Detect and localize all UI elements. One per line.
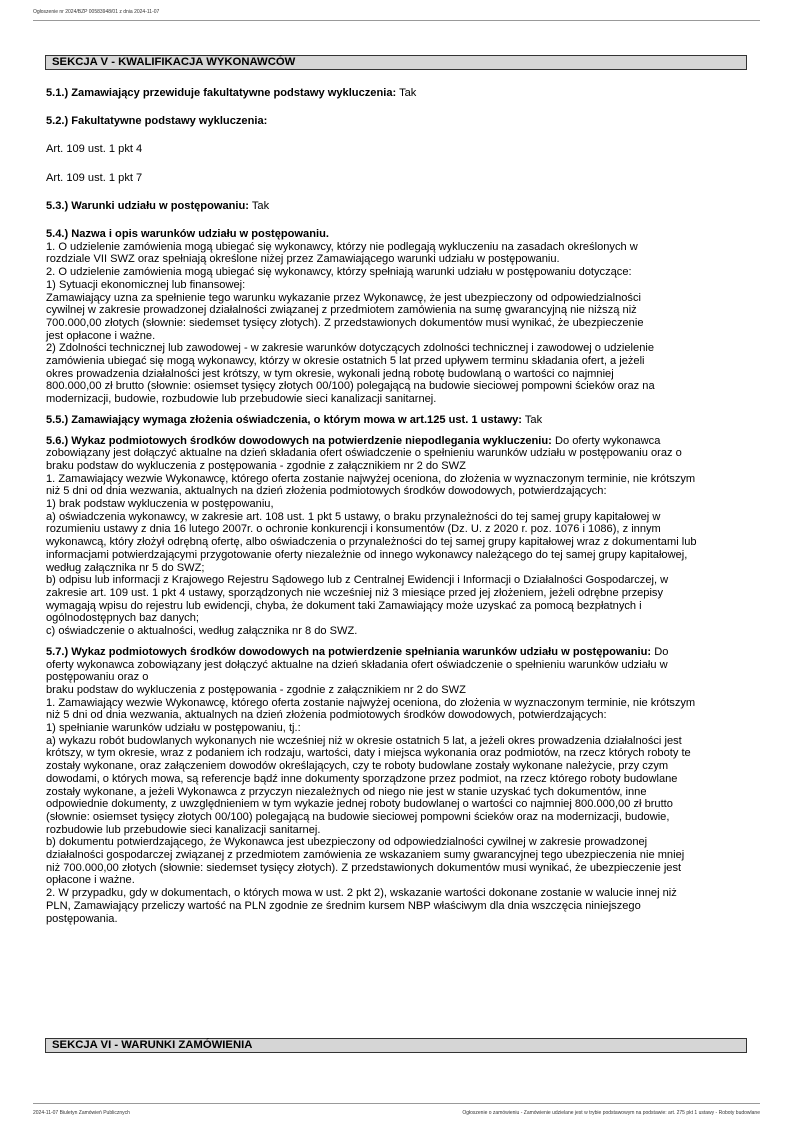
text-line: działalności gospodarczej związanej z przedmiotem zamówienia ze wskazaniem sumy gwarancyjnej tego ubezpieczenia nie mniej	[46, 849, 685, 862]
text-line: PLN, Zamawiający przeliczy wartość na PLN zgodnie ze średnim kursem NBP właściwym dla dnia wszczęcia niniejszego	[46, 899, 641, 912]
text-line: cywilnej w zakresie prowadzonej działalności związanej z przedmiotem zamówienia na sumę gwarancyjną nie niższą niż	[46, 304, 637, 317]
header-rule	[33, 20, 760, 21]
item-5-7-label: 5.7.) Wykaz podmiotowych środków dowodowych na potwierdzenie spełniania warunków udziału w postępowaniu:	[46, 645, 652, 658]
text-line: braku podstaw do wykluczenia z postępowania - zgodnie z załącznikiem nr 2 do SWZ	[46, 459, 466, 472]
section-vi-title: SEKCJA VI - WARUNKI ZAMÓWIENIA	[45, 1038, 747, 1053]
text-line: zobowiązany jest dołączyć aktualne na dzień składania ofert oświadczenie o spełnieniu warunków udziału w postępowaniu oraz o	[46, 447, 682, 460]
text-line: braku podstaw do wykluczenia z postępowania - zgodnie z załącznikiem nr 2 do SWZ	[46, 683, 466, 696]
text-line: Zamawiający uzna za spełnienie tego warunku wykazanie przez Wykonawcę, że jest ubezpieczony od odpowiedzialności	[46, 291, 641, 304]
text-line: wykonawcą, który złożył odrębną ofertę, albo oświadczenia o przynależności do tej samej grupy kapitałowej wraz z dokumentami lub	[46, 536, 697, 549]
text-line: 2) Zdolności technicznej lub zawodowej - w zakresie warunków dotyczących zdolności technicznej i zawodowej o udzielenie	[46, 342, 654, 355]
text-line: 1) brak podstaw wykluczenia w postępowaniu,	[46, 498, 274, 511]
text-line: niż 700.000,00 złotych (słownie: siedemset tysięcy złotych). Z przedstawionych dokumentów musi wynikać, że ubezpieczenie jest	[46, 861, 682, 874]
item-5-6-text	[46, 447, 752, 638]
text-line: a) wykazu robót budowlanych wykonanych nie wcześniej niż w okresie ostatnich 5 lat, a jeżeli okres prowadzenia działalności jest	[46, 734, 682, 747]
text-line: zamówienia ubiegać się mogą wykonawcy, którzy w okresie ostatnich 5 lat przed upływem terminu składania ofert, a jeżeli	[46, 355, 645, 368]
text-line: oferty wykonawca zobowiązany jest dołączyć aktualne na dzień składania ofert oświadczenie o spełnieniu warunków udziału w	[46, 658, 668, 671]
section-v-title: SEKCJA V - KWALIFIKACJA WYKONAWCÓW	[45, 55, 747, 70]
article-b: Art. 109 ust. 1 pkt 7	[46, 171, 143, 184]
text-line: ogólnodostępnych baz danych;	[46, 612, 199, 625]
item-5-6-lead: Do oferty wykonawca	[554, 434, 661, 447]
article-a: Art. 109 ust. 1 pkt 4	[46, 143, 143, 156]
text-line: krótszy, w tym okresie, wraz z podaniem ich rodzaju, wartości, daty i miejsca wykonania oraz podmiotów, na rzecz których roboty te	[46, 747, 691, 760]
item-5-3-label: 5.3.) Warunki udziału w postępowaniu:	[46, 199, 249, 212]
item-5-1	[46, 87, 752, 100]
item-5-1-label: 5.1.) Zamawiający przewiduje fakultatywne podstawy wykluczenia:	[46, 87, 397, 99]
footer-right: Ogłoszenie o zamówieniu - Zamówienie udzielane jest w trybie podstawowym na podstawie: art. 275 pkt 1 ustawy - Roboty budowlane	[462, 1110, 760, 1116]
text-line: a) oświadczenia wykonawcy, w zakresie art. 108 ust. 1 pkt 5 ustawy, o braku przynależności do tej samej grupy kapitałowej w	[46, 510, 661, 523]
item-5-4-label: 5.4.) Nazwa i opis warunków udziału w postępowaniu.	[46, 228, 329, 241]
text-line: według załącznika nr 5 do SWZ;	[46, 561, 205, 574]
text-line: niż 5 dni od dnia wezwania, aktualnych na dzień złożenia podmiotowych środków dowodowych, potwierdzających:	[46, 485, 607, 498]
text-line: 700.000,00 złotych (słownie: siedemset tysięcy złotych). Z przedstawionych dokumentów musi wynikać, że ubezpieczenie	[46, 316, 644, 329]
item-5-3	[46, 200, 752, 213]
item-5-7	[46, 646, 752, 925]
text-line: 1) Sytuacji ekonomicznej lub finansowej:	[46, 278, 246, 291]
text-line: 1) spełnianie warunków udziału w postępowaniu, tj.:	[46, 722, 301, 735]
text-line: wymagają wpisu do rejestru lub ewidencji, chyba, że dokument taki Zamawiający może uzyskać za pomocą bezpłatnych i	[46, 599, 642, 612]
item-5-5-label: 5.5.) Zamawiający wymaga złożenia oświadczenia, o którym mowa w art.125 ust. 1 ustawy:	[46, 413, 522, 426]
item-5-6-label: 5.6.) Wykaz podmiotowych środków dowodowych na potwierdzenie niepodlegania wykluczeniu:	[46, 434, 552, 447]
text-line: zakresie art. 109 ust. 1 pkt 4 ustawy, sporządzonych nie wcześniej niż 3 miesiące przed jej złożeniem, jeżeli odrębne przepisy	[46, 587, 664, 599]
text-line: informacjami potwierdzającymi przygotowanie oferty niezależnie od innego wykonawcy należącego do tej samej grupy kapitałowej,	[46, 548, 688, 561]
text-line: 1. Zamawiający wezwie Wykonawcę, którego oferta zostanie najwyżej oceniona, do złożenia w wyznaczonym terminie, nie krótszym	[46, 472, 696, 485]
item-5-7-lead: Do	[654, 645, 669, 658]
item-5-2-label: 5.2.) Fakultatywne podstawy wykluczenia:	[46, 115, 268, 128]
footer-rule	[33, 1103, 760, 1104]
text-line: opłacone i ważne.	[46, 874, 135, 887]
text-line: postępowaniu oraz o	[46, 671, 149, 684]
text-line: rozumieniu ustawy z dnia 16 lutego 2007r. o ochronie konkurencji i konsumentów (Dz. U. z 2020 r. poz. 1076 i 1086), z innym	[46, 523, 661, 536]
item-5-4-text	[46, 241, 752, 406]
item-5-2	[46, 115, 752, 128]
document-body	[46, 87, 752, 925]
text-line: 1. O udzielenie zamówienia mogą ubiegać się wykonawcy, którzy nie podlegają wykluczeniu na zasadach określonych w	[46, 240, 638, 253]
text-line: zostały wykonane, oraz załączeniem dowodów określających, czy te roboty budowlane zostały wykonane należycie, przy czym	[46, 760, 669, 773]
text-line: (słownie: osiemset tysięcy złotych 00/100) polegającą na budowie sieciowej pompowni ścieków oraz na modernizacji, budowie,	[46, 810, 670, 823]
text-line: modernizacji, budowie, rozbudowie lub przebudowie sieci kanalizacji sanitarnej.	[46, 393, 437, 406]
item-5-5	[46, 414, 752, 427]
text-line: 2. O udzielenie zamówienia mogą ubiegać się wykonawcy, którzy spełniają warunki udziału w postępowaniu dotyczące:	[46, 266, 632, 279]
text-line: jest opłacone i ważne.	[46, 329, 156, 342]
text-line: b) dokumentu potwierdzającego, że Wykonawca jest ubezpieczony od odpowiedzialności cywilnej w zakresie prowadzonej	[46, 836, 648, 849]
text-line: rozbudowie lub przebudowie sieci kanalizacji sanitarnej.	[46, 823, 321, 836]
text-line: niż 5 dni od dnia wezwania, aktualnych na dzień złożenia podmiotowych środków dowodowych, potwierdzających:	[46, 709, 607, 722]
text-line: 800.000,00 zł brutto (słownie: osiemset tysięcy złotych 00/100) polegającą na budowie sieciowej pompowni ścieków oraz na	[46, 380, 655, 393]
item-5-4	[46, 228, 752, 406]
item-5-7-text	[46, 659, 752, 926]
item-5-3-value: Tak	[251, 199, 270, 212]
text-line: postępowania.	[46, 912, 118, 925]
item-5-1-value: Tak	[399, 87, 417, 99]
footer-left: 2024-11-07 Biuletyn Zamówień Publicznych	[33, 1110, 130, 1116]
text-line: b) odpisu lub informacji z Krajowego Rejestru Sądowego lub z Centralnej Ewidencji i Informacji o Działalności Gospodarczej, w	[46, 574, 669, 587]
text-line: c) oświadczenie o aktualności, według załącznika nr 8 do SWZ.	[46, 625, 358, 638]
text-line: okres prowadzenia działalności jest krótszy, w tym okresie, wykonali jedną robotę budowlaną o wartości co najmniej	[46, 367, 614, 380]
text-line: 1. Zamawiający wezwie Wykonawcę, którego oferta zostanie najwyżej oceniona, do złożenia w wyznaczonym terminie, nie krótszym	[46, 696, 696, 709]
text-line: rozdziale VII SWZ oraz spełniają określone niżej przez Zamawiającego warunki udziału w postępowaniu.	[46, 253, 560, 266]
text-line: dowodami, o których mowa, są referencje bądź inne dokumenty sporządzone przez podmiot, na rzecz którego roboty budowlane	[46, 772, 678, 785]
text-line: 2. W przypadku, gdy w dokumentach, o których mowa w ust. 2 pkt 2), wskazanie wartości dokonane zostanie w walucie innej niż	[46, 887, 677, 900]
page-header: Ogłoszenie nr 2024/BZP 00583948/01 z dnia 2024-11-07	[33, 9, 160, 15]
item-5-5-value: Tak	[524, 413, 543, 426]
text-line: odpowiednie dokumenty, z uwzględnieniem w tym wykazie jednej roboty budowlanej o wartości co najmniej 800.000,00 zł brutto	[46, 798, 673, 811]
item-5-6	[46, 435, 752, 638]
text-line: zostały wykonane, a jeżeli Wykonawca z przyczyn niezależnych od niego nie jest w stanie uzyskać tych dokumentów, inne	[46, 785, 647, 798]
